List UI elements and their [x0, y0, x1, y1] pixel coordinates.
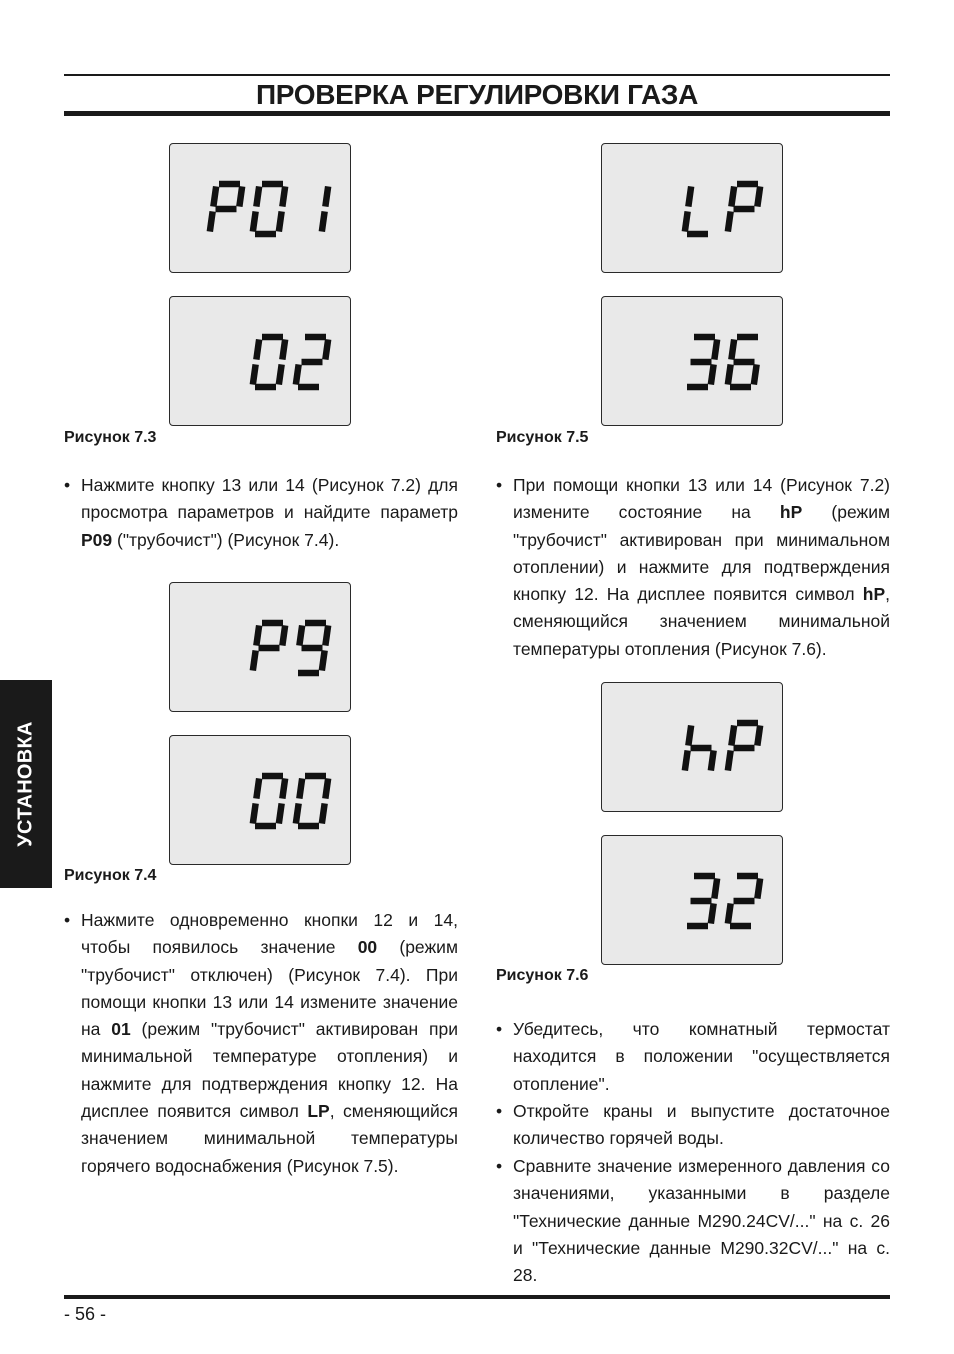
lcd-digit-P [253, 623, 285, 671]
lcd-segment [728, 364, 731, 384]
lcd-segment [253, 211, 256, 231]
section-side-tab [0, 680, 52, 888]
lcd-segment [757, 725, 760, 745]
bullet-marker: • [496, 475, 503, 495]
lcd-segment [256, 186, 259, 206]
lcd-digit-0 [253, 776, 285, 826]
lcd-digit-0 [296, 776, 328, 826]
lcd-segment [282, 339, 285, 359]
top-rule [64, 74, 890, 76]
lcd-segment [685, 750, 688, 770]
lcd-segment [731, 339, 734, 359]
lcd-segment [279, 211, 282, 231]
seven-segment-readout [170, 297, 352, 427]
lcd-segment [322, 803, 325, 823]
bullet-marker: • [496, 1019, 503, 1039]
lcd-display-fig75-top [601, 143, 783, 273]
lcd-display-fig74-top [169, 582, 351, 712]
symbol-code: hP [779, 502, 803, 523]
lcd-segment [714, 339, 717, 359]
lcd-display-fig74-bottom [169, 735, 351, 865]
lcd-segment [685, 211, 688, 231]
paragraph-text: , сменяющийся значением минимальной температуры горячего водоснабжения (Рисунок 7.5). [81, 1101, 458, 1176]
lcd-digit-2 [728, 876, 760, 926]
param-code: P09 [81, 529, 113, 550]
lcd-digit-3 [687, 337, 717, 387]
lcd-display-fig73-bottom [169, 296, 351, 426]
paragraph-text: Сравните значение измеренного давления со значениями, указанными в разделе "Технические данные M290.24CV/..." на с. 26 и "Технические данные M290.32CV/..." на с. 28. [513, 1156, 890, 1286]
symbol-code: hP [862, 584, 886, 605]
lcd-segment [279, 364, 282, 384]
lcd-digit-P [210, 184, 242, 232]
lcd-segment [322, 211, 325, 231]
lcd-display-fig75-bottom [601, 296, 783, 426]
lcd-digit-3 [687, 876, 717, 926]
lcd-segment [325, 625, 328, 645]
lcd-display-fig76-bottom [601, 835, 783, 965]
lcd-segment [213, 186, 216, 206]
symbol-code: LP [307, 1101, 330, 1122]
paragraph-text: ("трубочист") (Рисунок 7.4). [112, 529, 340, 550]
paragraph-text: (режим "трубочист" активирован при минимальной температуре отопления) и нажмите для подтверждения кнопку 12. На дисплее появится символ [81, 1019, 458, 1122]
lcd-segment [688, 186, 691, 206]
instruction-paragraph-6 [496, 1153, 890, 1289]
lcd-digit-1 [322, 186, 328, 231]
lcd-segment [728, 903, 731, 923]
seven-segment-readout [170, 144, 352, 274]
lcd-segment [282, 625, 285, 645]
lcd-segment [253, 650, 256, 670]
lcd-segment [728, 750, 731, 770]
paragraph-text: (режим "трубочист" отключен) (Рисунок 7.4). При помощи кнопки 13 или 14 измените значение на [81, 937, 458, 1040]
bullet-marker: • [496, 1101, 503, 1121]
value-code: 01 [111, 1019, 131, 1040]
seven-segment-readout [602, 836, 784, 966]
lcd-segment [299, 625, 302, 645]
lcd-segment [754, 364, 757, 384]
lcd-digit-P [728, 184, 760, 232]
instruction-paragraph-5 [496, 1098, 890, 1153]
lcd-digit-0 [253, 184, 285, 234]
lcd-segment [714, 878, 717, 898]
lcd-digit-h [685, 725, 714, 770]
lcd-segment [325, 339, 328, 359]
paragraph-text: Убедитесь, что комнатный термостат находится в положении "осуществляется отопление". [513, 1019, 890, 1094]
lcd-segment [688, 725, 691, 745]
paragraph-text: При помощи кнопки 13 или 14 (Рисунок 7.2) измените состояние на [513, 475, 890, 523]
lcd-segment [325, 186, 328, 206]
lcd-display-fig73-top [169, 143, 351, 273]
lcd-segment [731, 186, 734, 206]
seven-segment-readout [602, 683, 784, 813]
lcd-segment [296, 803, 299, 823]
lcd-segment [239, 186, 242, 206]
seven-segment-readout [170, 736, 352, 866]
lcd-segment [256, 339, 259, 359]
paragraph-text: , сменяющийся значением минимальной температуры отопления (Рисунок 7.6). [513, 584, 890, 659]
lcd-segment [731, 725, 734, 745]
lcd-segment [282, 186, 285, 206]
lcd-segment [256, 778, 259, 798]
bullet-marker: • [64, 475, 71, 495]
seven-segment-readout [602, 297, 784, 427]
lcd-segment [210, 211, 213, 231]
paragraph-text: Нажмите кнопку 13 или 14 (Рисунок 7.2) для просмотра параметров и найдите параметр [81, 475, 458, 523]
figure-caption-7-6: Рисунок 7.6 [496, 967, 589, 984]
lcd-segment [325, 778, 328, 798]
figure-caption-7-5: Рисунок 7.5 [496, 429, 589, 446]
instruction-paragraph-3 [496, 472, 890, 663]
bullet-marker: • [496, 1156, 503, 1176]
instruction-paragraph-4 [496, 1016, 890, 1098]
lcd-segment [757, 186, 760, 206]
page-title: ПРОВЕРКА РЕГУЛИРОВКИ ГАЗА [255, 79, 699, 110]
page-number: - 56 - [64, 1304, 107, 1324]
lcd-digit-9 [298, 623, 328, 673]
lcd-segment [253, 364, 256, 384]
lcd-digit-2 [296, 337, 328, 387]
lcd-segment [299, 778, 302, 798]
lcd-digit-P [728, 723, 760, 771]
lcd-segment [711, 750, 714, 770]
lcd-segment [282, 778, 285, 798]
paragraph-text: Откройте краны и выпустите достаточное количество горячей воды. [513, 1101, 890, 1149]
instruction-paragraph-1 [64, 472, 458, 554]
bottom-rule [64, 1295, 890, 1299]
lcd-segment [322, 650, 325, 670]
figure-caption-7-4: Рисунок 7.4 [64, 867, 157, 884]
title-rule [64, 111, 890, 116]
lcd-segment [728, 211, 731, 231]
lcd-segment [711, 903, 714, 923]
paragraph-text: Нажмите одновременно кнопки 12 и 14, чтобы появилось значение [81, 910, 458, 958]
seven-segment-readout [602, 144, 784, 274]
lcd-segment [253, 803, 256, 823]
lcd-segment [711, 364, 714, 384]
instruction-paragraph-2 [64, 907, 458, 1180]
paragraph-text: (режим "трубочист" активирован при минимальном отоплении) и нажмите для подтверждения кнопку 12. На дисплее появится символ [513, 502, 890, 605]
seven-segment-readout [170, 583, 352, 713]
lcd-digit-6 [728, 337, 758, 387]
section-side-tab-label: УСТАНОВКА [14, 721, 37, 847]
bullet-marker: • [64, 910, 71, 930]
lcd-segment [296, 364, 299, 384]
figure-caption-7-3: Рисунок 7.3 [64, 429, 157, 446]
lcd-digit-L [685, 186, 708, 234]
lcd-display-fig76-top [601, 682, 783, 812]
lcd-segment [279, 803, 282, 823]
value-code: 00 [357, 937, 378, 958]
lcd-segment [256, 625, 259, 645]
lcd-digit-0 [253, 337, 285, 387]
lcd-segment [757, 878, 760, 898]
